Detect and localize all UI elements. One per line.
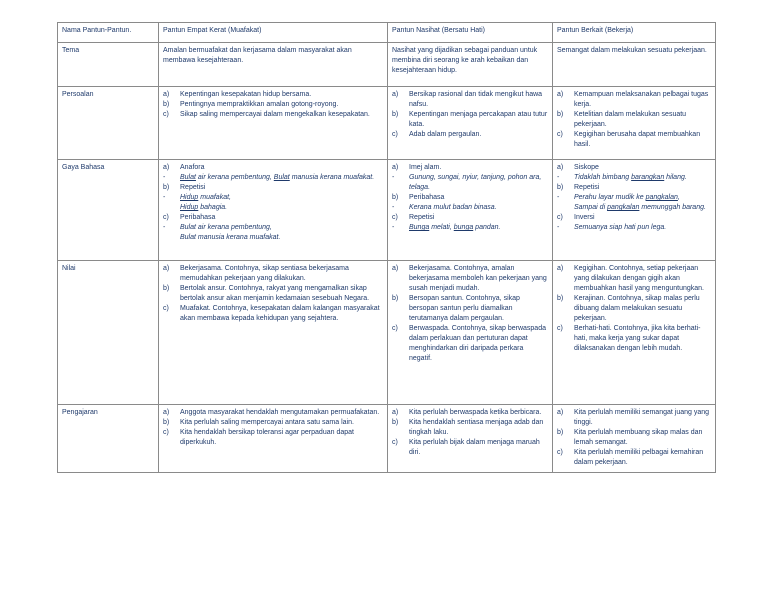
item-text: Kita perlulah berwaspada ketika berbicara. [409,409,542,416]
cell-text: Amalan bermuafakat dan kerjasama dalam masyarakat akan membawa kesejahteraan. [163,47,352,64]
item-list [557,408,711,468]
item-text: Kita perlulah bijak dalam menjaga maruah diri. [409,439,540,456]
item-text: Pentingnya mempraktikkan amalan gotong-royong. [180,101,339,108]
text-fragment: Bulat air kerana pembentung, [180,224,272,231]
content-cell [553,405,716,473]
item-marker: a) [392,91,399,98]
item-text: Kita hendaklah bersikap toleransi agar perpaduan dapat diperkukuh. [180,429,354,446]
item-marker: c) [392,325,398,332]
list-item [557,203,711,213]
item-text: Kepentingan menjaga percakapan atau tutur kata. [409,111,548,128]
underlined-word: pangkalan [607,204,640,211]
row-label-cell [58,261,159,405]
text-fragment: melati, [429,224,454,231]
item-marker: a) [557,265,564,272]
item-marker: - [557,174,560,181]
text-fragment: muafakat, [198,194,231,201]
list-item [163,203,383,213]
row-label: Nilai [62,265,76,272]
content-cell [553,160,716,261]
item-text: Kita perlulah memiliki semangat juang yang tinggi. [574,409,710,426]
item-text: Sikap saling mempercayai dalam mengekalkan kesepakatan. [180,111,370,118]
text-fragment: memunggah barang. [639,204,706,211]
list-item [557,193,711,203]
item-marker: c) [557,214,563,221]
text-fragment: Perahu layar mudik ke [574,194,646,201]
item-marker: b) [392,419,399,426]
item-marker: b) [163,101,170,108]
row-label-cell [58,43,159,87]
item-marker: b) [392,194,399,201]
item-text: Bersopan santun. Contohnya, sikap bersopan santun perlu diamalkan terutamanya dalam pergaulan. [409,295,520,322]
list-item [163,264,383,284]
content-cell [159,87,388,160]
item-text: Kita hendaklah sentiasa menjaga adab dan tingkah laku. [409,419,544,436]
item-list [163,264,383,324]
item-marker: - [392,224,395,231]
item-marker: c) [557,325,563,332]
list-item [557,264,711,294]
item-text [574,203,711,213]
item-text: Repetisi [409,214,435,221]
pantun-comparison-table [57,22,716,473]
table-row [58,87,716,160]
item-list [163,163,383,243]
item-marker [163,233,180,243]
list-item [392,438,548,458]
list-item [163,428,383,448]
item-text: Kegigihan. Contohnya, setiap pekerjaan yang dilakukan dengan gigih akan membuahkan hasil yang menguntungkan. [574,265,704,292]
item-text: Kita perlulah membuang sikap malas dan lemah semangat. [574,429,703,446]
row-label: Tema [62,47,80,54]
item-marker: c) [557,449,563,456]
item-text: Berwaspada. Contohnya, sikap berwaspada dalam perlakuan dan pertuturan dapat menghindarkan diri daripada perkara negatif. [409,325,546,362]
content-cell [388,160,553,261]
table-row [58,160,716,261]
item-list [557,90,711,150]
item-text [409,173,548,193]
item-marker: b) [557,429,564,436]
item-marker: - [557,194,560,201]
item-marker: - [163,194,166,201]
item-text: Kepentingan kesepakatan hidup bersama. [180,91,312,98]
item-marker: - [392,174,395,181]
item-marker: b) [163,419,170,426]
item-text [574,193,711,203]
item-text [180,193,383,203]
item-list [557,163,711,233]
list-item [557,213,711,223]
item-text: Adab dalam pergaulan. [409,131,482,138]
item-list [392,408,548,458]
list-item [163,304,383,324]
list-item [163,110,383,120]
list-item [557,428,711,448]
item-marker: c) [392,439,398,446]
item-marker: c) [392,214,398,221]
list-item [392,408,548,418]
list-item [392,213,548,223]
header-cell [553,23,716,43]
underlined-word: Bunga [409,224,430,231]
item-text [180,233,383,243]
item-list [163,408,383,448]
item-text: Kerajinan. Contohnya, sikap malas perlu dibuang dalam melakukan sesuatu pekerjaan. [574,295,700,322]
underlined-word: bunga [453,224,474,231]
item-list [392,90,548,140]
item-list [392,264,548,364]
item-marker: b) [557,184,564,191]
header-cell [58,23,159,43]
list-item [163,223,383,233]
item-list [392,163,548,233]
item-marker: c) [557,131,563,138]
item-text: Bekerjasama. Contohnya, sikap sentiasa bekerjasama memudahkan pekerjaan yang dilakukan. [180,265,349,282]
item-marker: a) [163,409,170,416]
content-cell [553,43,716,87]
item-marker [557,203,574,213]
text-fragment: manusia kerana muafakat. [289,174,375,181]
item-text: Muafakat. Contohnya, kesepakatan dalam kalangan masyarakat akan membawa kepada kehidupan yang sejahtera. [180,305,380,322]
content-cell [388,87,553,160]
row-label: Persoalan [62,91,94,98]
underlined-word: Hidup [180,194,199,201]
text-fragment: pandan. [473,224,501,231]
list-item [557,448,711,468]
list-item [557,163,711,173]
text-fragment: Sampai di [574,204,608,211]
content-cell [159,405,388,473]
item-text: Berhati-hati. Contohnya, jika kita berhati-hati, maka kerja yang sukar dapat dilaksanakan dengan lebih mudah. [574,325,701,352]
item-text: Anggota masyarakat hendaklah mengutamakan permuafakatan. [180,409,380,416]
list-item [163,163,383,173]
content-cell [159,261,388,405]
item-marker: a) [163,164,170,171]
content-cell [388,261,553,405]
header-text: Nama Pantun-Pantun. [62,27,132,34]
content-cell [553,261,716,405]
item-text: Imej alam. [409,164,442,171]
item-text: Siskope [574,164,599,171]
table-row [58,261,716,405]
list-item [557,90,711,110]
item-text [180,223,383,233]
list-item [163,408,383,418]
item-list [163,90,383,120]
item-marker: a) [557,91,564,98]
list-item [163,90,383,100]
list-item [392,203,548,213]
item-text: Peribahasa [180,214,216,221]
item-text: Kita perlulah memiliki pelbagai kemahiran dalam pekerjaan. [574,449,704,466]
content-cell [159,43,388,87]
item-marker: - [557,224,560,231]
text-fragment: Kerana mulut badan binasa. [409,204,497,211]
list-item [557,294,711,324]
list-item [163,233,383,243]
list-item [163,173,383,183]
text-fragment: bahagia. [198,204,228,211]
item-marker: a) [557,409,564,416]
item-marker: a) [557,164,564,171]
item-text: Bertolak ansur. Contohnya, rakyat yang mengamalkan sikap bertolak ansur akan menjamin kedamaian sesebuah Negara. [180,285,370,302]
item-text: Repetisi [180,184,206,191]
item-marker: b) [163,184,170,191]
table-row [58,43,716,87]
item-text: Inversi [574,214,595,221]
item-marker: c) [163,214,169,221]
item-marker: c) [163,111,169,118]
item-marker: b) [392,295,399,302]
item-text [409,223,548,233]
list-item [557,324,711,354]
item-marker: a) [392,265,399,272]
content-cell [159,160,388,261]
list-item [557,183,711,193]
item-text [574,223,711,233]
list-item [392,163,548,173]
text-fragment: Semuanya siap hati pun lega. [574,224,667,231]
header-cell [159,23,388,43]
underlined-word: Bulat [273,174,290,181]
list-item [392,324,548,364]
underlined-word: Bulat [180,174,196,181]
row-label: Pengajaran [62,409,98,416]
item-text: Bersikap rasional dan tidak mengikut hawa nafsu. [409,91,543,108]
row-label-cell [58,405,159,473]
list-item [163,183,383,193]
cell-text: Semangat dalam melakukan sesuatu pekerjaan. [557,47,707,54]
text-fragment: Gunung, sungai, nyiur, tanjung, pohon ara, telaga. [409,174,542,191]
list-item [392,418,548,438]
list-item [163,193,383,203]
item-text: Repetisi [574,184,600,191]
header-text: Pantun Empat Kerat (Muafakat) [163,27,262,34]
item-text: Kegigihan berusaha dapat membuahkan hasil. [574,131,701,148]
item-marker: b) [557,295,564,302]
table-body [58,23,716,473]
item-marker: c) [163,305,169,312]
text-fragment: air kerana pembentung, [195,174,274,181]
item-text: Ketelitian dalam melakukan sesuatu pekerjaan. [574,111,687,128]
underlined-word: Hidup [180,204,199,211]
item-marker: - [163,224,166,231]
list-item [163,213,383,223]
item-text: Anafora [180,164,205,171]
item-text [409,203,548,213]
item-marker: b) [392,111,399,118]
text-fragment: Tidaklah bimbang [574,174,632,181]
row-label: Gaya Bahasa [62,164,105,171]
list-item [392,90,548,110]
item-text: Kemampuan melaksanakan pelbagai tugas kerja. [574,91,709,108]
item-marker: a) [392,409,399,416]
item-marker: a) [163,91,170,98]
list-item [557,408,711,428]
list-item [392,294,548,324]
text-fragment: Bulat manusia kerana muafakat. [180,234,281,241]
item-marker: - [392,204,395,211]
underlined-word: barangkan [631,174,665,181]
header-row [58,23,716,43]
item-marker: b) [557,111,564,118]
list-item [557,173,711,183]
item-text [180,173,383,183]
text-fragment: hilang. [664,174,687,181]
item-text [574,173,711,183]
text-fragment: , [677,194,680,201]
item-marker: c) [163,429,169,436]
header-text: Pantun Berkait (Bekerja) [557,27,634,34]
list-item [557,110,711,130]
list-item [163,100,383,110]
content-cell [388,405,553,473]
list-item [392,130,548,140]
list-item [392,110,548,130]
item-text: Bekerjasama. Contohnya, amalan bekerjasama memboleh kan pekerjaan yang susah menjadi mudah. [409,265,547,292]
item-list [557,264,711,354]
list-item [163,418,383,428]
table-row [58,405,716,473]
list-item [392,223,548,233]
content-cell [553,87,716,160]
row-label-cell [58,87,159,160]
list-item [392,193,548,203]
item-marker: a) [392,164,399,171]
list-item [163,284,383,304]
underlined-word: pangkalan [645,194,678,201]
cell-text: Nasihat yang dijadikan sebagai panduan untuk membina diri seorang ke arah kebaikan dan kesejahteraan hidup. [392,47,538,74]
list-item [392,264,548,294]
list-item [557,130,711,150]
item-text: Peribahasa [409,194,445,201]
item-marker: a) [163,265,170,272]
header-text: Pantun Nasihat (Bersatu Hati) [392,27,485,34]
header-cell [388,23,553,43]
list-item [557,223,711,233]
list-item [392,173,548,193]
item-marker [163,203,180,213]
item-marker: b) [163,285,170,292]
content-cell [388,43,553,87]
item-text [180,203,383,213]
item-marker: - [163,174,166,181]
row-label-cell [58,160,159,261]
item-text: Kita perlulah saling mempercayai antara satu sama lain. [180,419,354,426]
item-marker: c) [392,131,398,138]
